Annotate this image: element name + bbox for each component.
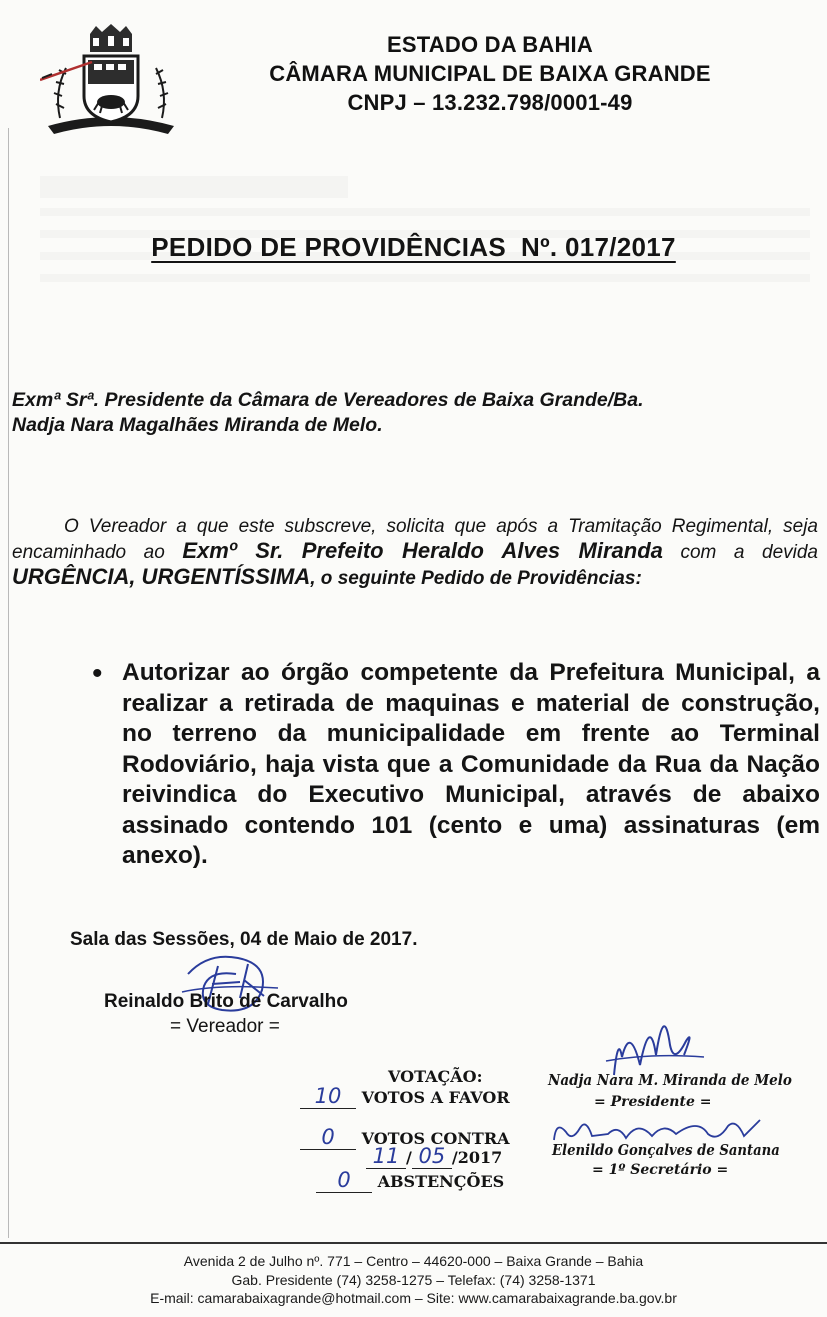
voting-date-year: /2017 [451, 1148, 503, 1167]
votes-contra-blank [300, 1125, 356, 1150]
votes-abst-blank [316, 1168, 372, 1193]
intro-urgency: URGÊNCIA, URGENTÍSSIMA [12, 564, 311, 589]
votes-favor-row [300, 1084, 510, 1109]
left-border-line [8, 128, 9, 1238]
footer-address: Avenida 2 de Julho nº. 771 – Centro – 44620-000 – Baixa Grande – Bahia [183, 1253, 644, 1269]
votes-abst-label: ABSTENÇÕES [377, 1172, 505, 1191]
bullet-icon: • [92, 657, 103, 690]
request-item [92, 658, 820, 872]
secretary-role: = 1º Secretário = [592, 1162, 729, 1178]
voting-heading: VOTAÇÃO: [388, 1067, 483, 1086]
request-text: Autorizar ao órgão competente da Prefeitura Municipal, a realizar a retirada de maquinas e material de construção, no terreno da municipalidade em frente ao Terminal Rodoviário, haja vista que a Comunidade da Rua da Nação reivindica do Executivo Municipal, através de abaixo assinado contendo 101 (cento e uma) assinaturas (em anexo). [122, 659, 820, 869]
header-chamber: CÂMARA MUNICIPAL DE BAIXA GRANDE [269, 61, 711, 86]
intro-text-3: , o seguinte Pedido de Providências: [310, 568, 642, 589]
intro-paragraph [12, 515, 818, 591]
intro-text-2: com a devida [662, 542, 818, 563]
author-role: = Vereador = [170, 1016, 280, 1037]
footer-divider [0, 1242, 827, 1244]
header-cnpj: CNPJ – 13.232.798/0001-49 [347, 90, 633, 115]
addressee-line-2: Nadja Nara Magalhães Miranda de Melo. [12, 414, 383, 436]
footer-contact: E-mail: camarabaixagrande@hotmail.com – Site: www.camarabaixagrande.ba.gov.br [150, 1290, 677, 1306]
addressee-block [12, 388, 802, 438]
voting-date-month-blank [412, 1144, 452, 1169]
author-name: Reinaldo Brito de Carvalho [104, 991, 348, 1012]
footer-phones: Gab. Presidente (74) 3258-1275 – Telefax: (74) 3258-1371 [231, 1271, 596, 1288]
institution-header [215, 30, 765, 117]
session-date: Sala das Sessões, 04 de Maio de 2017. [70, 929, 418, 950]
document-title-text: PEDIDO DE PROVIDÊNCIAS Nº. 017/2017 [151, 232, 676, 262]
document-title [0, 232, 827, 263]
voting-date-sep: / [406, 1148, 412, 1167]
votes-abst-value: 0 [337, 1168, 351, 1192]
secretary-name: Elenildo Gonçalves de Santana [552, 1141, 780, 1159]
votes-favor-blank [300, 1084, 356, 1109]
votes-abst-row [316, 1168, 504, 1193]
voting-date-month: 05 [418, 1144, 446, 1168]
president-role: = Presidente = [594, 1094, 712, 1110]
voting-date-row [366, 1144, 502, 1169]
intro-recipient: Exmº Sr. Prefeito Heraldo Alves Miranda [182, 538, 663, 563]
addressee-line-1: Exmª Srª. Presidente da Câmara de Vereadores de Baixa Grande/Ba. [12, 389, 644, 411]
municipal-crest-logo [40, 22, 182, 134]
voting-date-day-blank [366, 1144, 406, 1169]
votes-contra-label: VOTOS CONTRA [361, 1129, 510, 1148]
votes-contra-value: 0 [321, 1125, 335, 1149]
header-state: ESTADO DA BAHIA [387, 32, 593, 57]
intro-text-1: O Vereador a que este subscreve, solicita que após a Tramitação Regimental, seja encaminhado ao [12, 516, 818, 563]
voting-date-day: 11 [372, 1144, 400, 1168]
footer [0, 1252, 827, 1308]
president-name: Nadja Nara M. Miranda de Melo [548, 1071, 792, 1089]
votes-favor-value: 10 [314, 1084, 342, 1108]
votes-favor-label: VOTOS A FAVOR [361, 1088, 510, 1107]
